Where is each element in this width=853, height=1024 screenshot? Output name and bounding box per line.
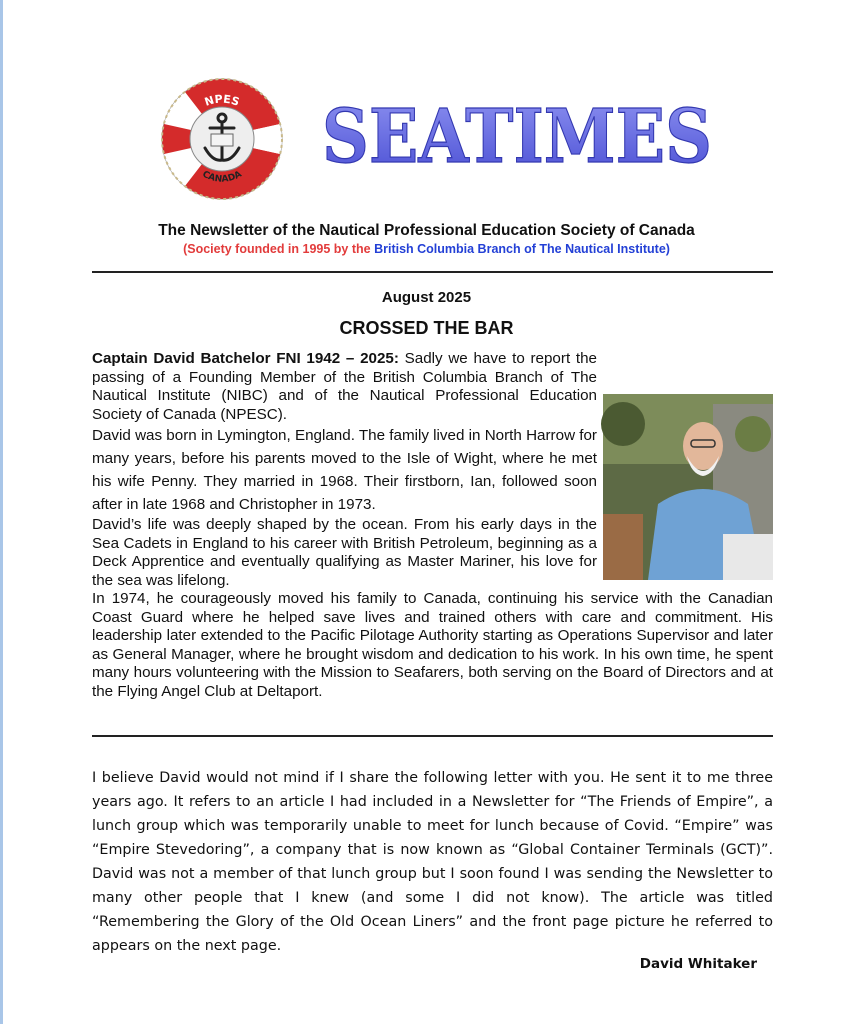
article-body — [92, 350, 773, 701]
article-heading: CROSSED THE BAR — [339, 318, 514, 338]
article-paragraph-3: David’s life was deeply shaped by the ocean. From his early days in the Sea Cadets in England to his career with British Petroleum, beginning as a Deck Apprentice and eventually qualifying as Master Mariner, his love for the sea was lifelong. — [92, 516, 597, 589]
logo-top-text: NPES — [202, 92, 242, 109]
npes-canada-logo — [155, 72, 289, 206]
seatimes-masthead — [318, 62, 718, 202]
page-edge — [0, 0, 3, 1024]
article-lead: Captain David Batchelor FNI 1942 – 2025: — [92, 350, 399, 367]
header-divider — [92, 271, 773, 273]
masthead-title: SEATIMES — [322, 94, 712, 180]
letter-section — [92, 766, 773, 958]
article-paragraph-2: David was born in Lymington, England. The family lived in North Harrow for many years, before his parents moved to the Isle of Wight, where he met his wife Penny. They married in 1968. Their firstborn, Ian, followed soon after in late 1968 and Christopher in 1973. — [92, 427, 597, 513]
portrait-photo — [603, 394, 773, 580]
society-founded-line — [0, 242, 853, 256]
founded-blue-text: British Columbia Branch of The Nautical Institute) — [374, 242, 670, 256]
article-paragraph-4: In 1974, he courageously moved his family to Canada, continuing his service with the Canadian Coast Guard where he helped save lives and trained others with care and commitment. His leadership later extended to the Pacific Pilotage Authority starting as Operations Supervisor and later as General Manager, where he brought wisdom and dedication to his work. In his own time, he spent many hours volunteering with the Mission to Seafarers, both serving on the Board of Directors and at the Flying Angel Club at Deltaport. — [92, 590, 773, 700]
letter-text: I believe David would not mind if I share the following letter with you. He sent it to me three years ago. It refers to an article I had included in a Newsletter for “The Friends of Empire”, a lunch group which was temporarily unable to meet for lunch because of Covid. “Empire” was “Empire Stevedoring”, a company that is now known as “Global Container Terminals (GCT)”. David was not a member of that lunch group but I soon found I was sending the Newsletter to many other people that I knew (and some I did not know). The article was titled “Remembering the Glory of the Old Ocean Liners” and the front page picture he referred to appears on the next page. — [92, 770, 773, 954]
signature: David Whitaker — [639, 956, 757, 972]
founded-red-text: (Society founded in 1995 by the — [183, 242, 375, 256]
newsletter-subtitle: The Newsletter of the Nautical Professional Education Society of Canada — [158, 222, 695, 239]
section-divider — [92, 735, 773, 737]
article-intro: Sadly we have to report the passing of a Founding Member of the British Columbia Branch of The Nautical Institute (NIBC) and of the Nautical Professional Education Society of Canada (NPESC). — [92, 350, 597, 423]
issue-date: August 2025 — [381, 289, 472, 306]
logo-bottom-text: CANADA — [200, 169, 244, 185]
